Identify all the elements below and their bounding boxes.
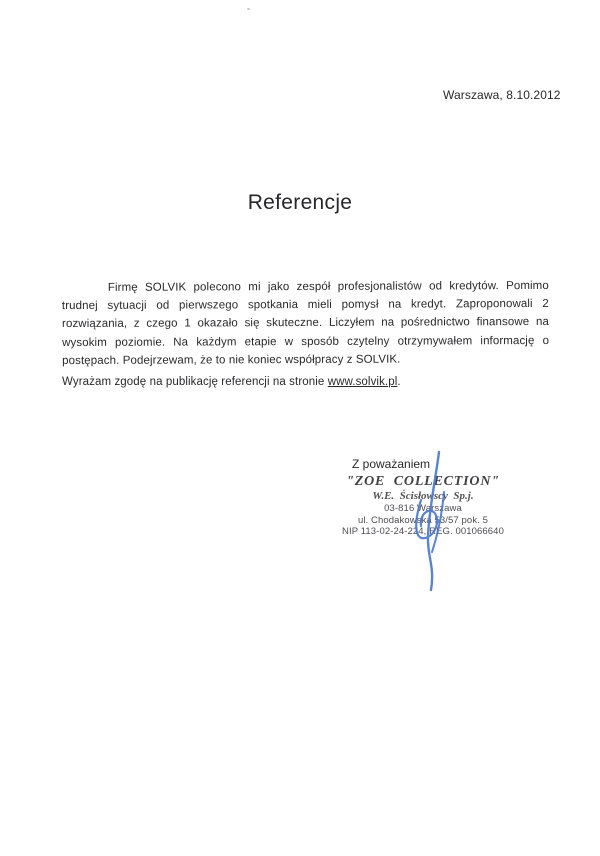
reference-paragraph: Firmę SOLVIK polecono mi jako zespół profesjonalistów od kredytów. Pomimo trudnej sytuacji od pierwszego spotkania mieli pomysł na kredyt. Zaproponowali 2 rozwiązania, z czego 1 okazało się skuteczne. Liczyłem na pośrednictwo finansowe na wysokim poziomie. Na każdym etapie w sposób czytelny otrzymywałem informację o postępach. Podejrzewam, że to nie koniec współpracy z SOLVIK. xyxy=(61,279,550,367)
consent-line xyxy=(62,376,401,388)
consent-prefix: Wyrażam zgodę na publikację referencji na stronie xyxy=(62,376,328,388)
stamp-owners: W.E. Ścisłowscy Sp.j. xyxy=(372,490,474,502)
scan-speck xyxy=(247,8,250,10)
date-line: Warszawa, 8.10.2012 xyxy=(443,88,561,102)
solvik-website-link: www.solvik.pl xyxy=(327,376,398,388)
consent-suffix: . xyxy=(397,376,401,388)
stamp-nip-regon: NIP 113-02-24-224, REG. 001066640 xyxy=(342,526,504,537)
stamp-company-name: "ZOE COLLECTION" xyxy=(346,474,500,489)
closing-phrase: Z poważaniem xyxy=(352,457,431,471)
handwritten-signature xyxy=(398,442,483,594)
signature-stroke-loop xyxy=(416,500,437,538)
page-title: Referencje xyxy=(247,191,353,214)
stamp-street: ul. Chodakowska 53/57 pok. 5 xyxy=(357,514,489,526)
stamp-postal-city: 03-816 Warszawa xyxy=(384,503,462,514)
